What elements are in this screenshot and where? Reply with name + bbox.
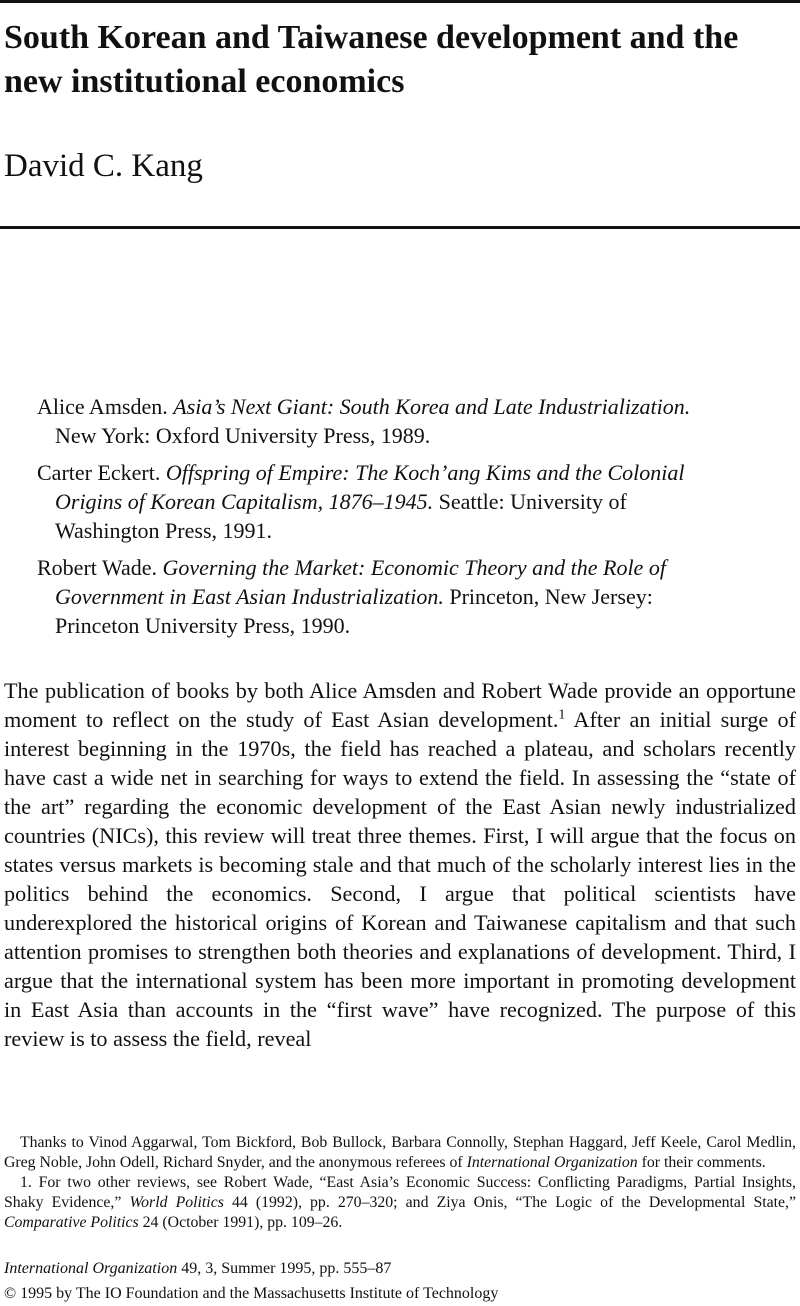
- publication-info: [4, 1256, 796, 1306]
- acknowledgment-journal: International Organization: [466, 1154, 638, 1171]
- acknowledgment-end: for their comments.: [637, 1154, 766, 1171]
- footnote-1: [4, 1173, 796, 1233]
- acknowledgment-note: [4, 1133, 796, 1173]
- book-publication: Seattle: University of Washington Press, 1991.: [55, 489, 627, 543]
- body-paragraph: [4, 676, 796, 1053]
- copyright-notice: © 1995 by The IO Foundation and the Massachusetts Institute of Technology: [4, 1285, 499, 1302]
- book-publication: Princeton, New Jersey: Princeton University Press, 1990.: [55, 584, 653, 638]
- footnote-1-text: 1. For two other reviews, see Robert Wade, “East Asia’s Economic Success: Conflicting Paradigms, Partial Insights, Shaky Evidence,”: [4, 1174, 796, 1211]
- article-title: South Korean and Taiwanese development and the new institutional economics: [4, 19, 739, 100]
- footnotes: [4, 1133, 796, 1233]
- reviewed-book: [0, 458, 730, 545]
- reviewed-books-list: [0, 392, 800, 648]
- top-rule: [0, 0, 800, 3]
- book-author: Robert Wade.: [37, 555, 158, 580]
- header-rule: [0, 226, 800, 229]
- reviewed-book: [0, 553, 730, 640]
- book-title: Governing the Market: Economic Theory and the Role of Government in East Asian Industrialization.: [55, 555, 666, 609]
- footnote-1-middle: 44 (1992), pp. 270–320; and Ziya Onis, “The Logic of the Developmental State,”: [223, 1194, 796, 1211]
- book-author: Alice Amsden.: [37, 394, 168, 419]
- journal-name: International Organization: [4, 1260, 178, 1277]
- footnote-marker: 1: [558, 707, 566, 723]
- book-publication: New York: Oxford University Press, 1989.: [55, 423, 431, 448]
- book-title: Offspring of Empire: The Koch’ang Kims and the Colonial Origins of Korean Capitalism, 1876–1945.: [55, 460, 685, 514]
- acknowledgment-text: Thanks to Vinod Aggarwal, Tom Bickford, Bob Bullock, Barbara Connolly, Stephan Haggard, Jeff Keele, Carol Medlin, Greg Noble, John Odell, Richard Snyder, and the anonymous referees of: [4, 1134, 796, 1171]
- body-text-after-note: After an initial surge of interest beginning in the 1970s, the field has reached a plateau, and scholars recently have cast a wide net in searching for ways to extend the field. In assessing the “state of the art” regarding the economic development of the East Asian newly industrialized countries (NICs), this review will treat three themes. First, I will argue that the focus on states versus markets is becoming stale and that much of the scholarly interest lies in the politics behind the economics. Second, I argue that political scientists have underexplored the historical origins of Korean and Taiwanese capitalism and that such attention promises to strengthen both theories and explanations of development. Third, I argue that the international system has been more important in promoting development in East Asia than accounts in the “first wave” have recognized. The purpose of this review is to assess the field, reveal: [4, 707, 796, 1051]
- body-text-before-note: The publication of books by both Alice Amsden and Robert Wade provide an opportune moment to reflect on the study of East Asian development.: [4, 678, 796, 732]
- book-author: Carter Eckert.: [37, 460, 161, 485]
- book-title: Asia’s Next Giant: South Korea and Late Industrialization.: [173, 394, 691, 419]
- journal-citation: [4, 1256, 796, 1281]
- footnote-1-end: 24 (October 1991), pp. 109–26.: [138, 1214, 343, 1231]
- reviewed-book: [0, 392, 730, 450]
- article-author: David C. Kang: [4, 148, 203, 184]
- footnote-1-journal-1: World Politics: [129, 1194, 224, 1211]
- journal-issue-details: 49, 3, Summer 1995, pp. 555–87: [177, 1260, 392, 1277]
- footnote-1-journal-2: Comparative Politics: [4, 1214, 139, 1231]
